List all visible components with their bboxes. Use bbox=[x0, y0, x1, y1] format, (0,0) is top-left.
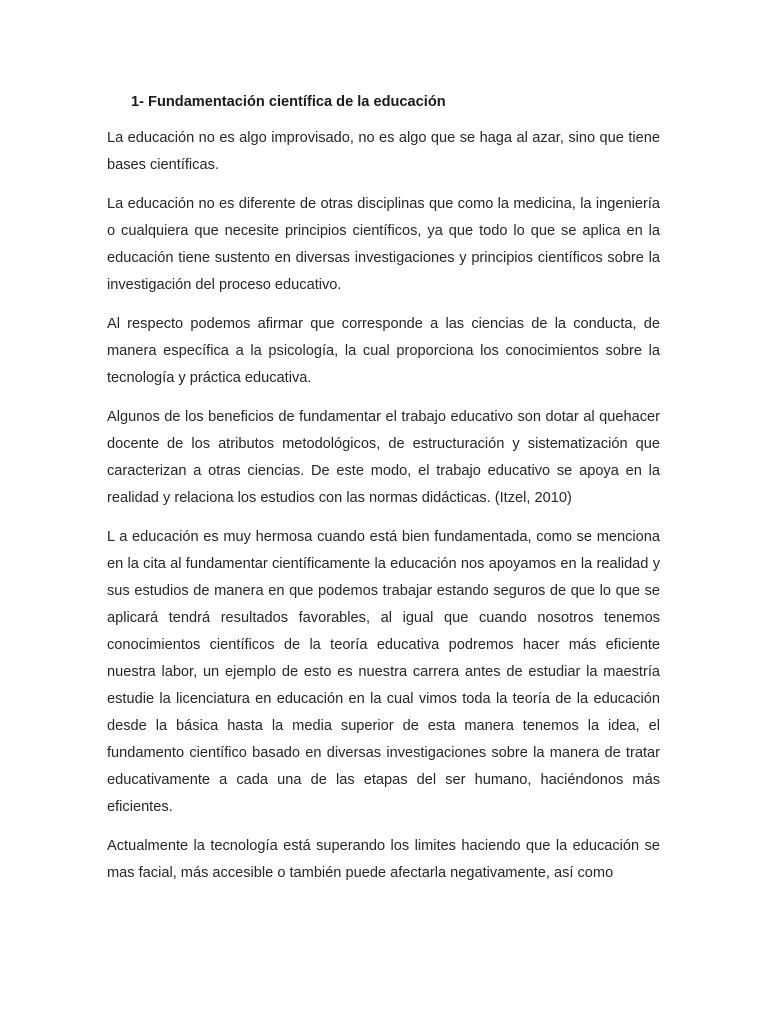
paragraph: Actualmente la tecnología está superando los limites haciendo que la educación se mas facial, más accesible o también puede afectarla negativamente, así como bbox=[107, 838, 660, 881]
document-page bbox=[107, 92, 660, 899]
section-heading: 1- Fundamentación científica de la educación bbox=[131, 94, 446, 110]
paragraph: Al respecto podemos afirmar que corresponde a las ciencias de la conducta, de manera específica a la psicología, la cual proporciona los conocimientos sobre la tecnología y práctica educativa. bbox=[107, 316, 660, 386]
paragraph: La educación no es diferente de otras disciplinas que como la medicina, la ingeniería o cualquiera que necesite principios científicos, ya que todo lo que se aplica en la educación tiene sustento en diversas investigaciones y principios científicos sobre la investigación del proceso educativo. bbox=[107, 196, 660, 293]
paragraph: Algunos de los beneficios de fundamentar el trabajo educativo son dotar al quehacer docente de los atributos metodológicos, de estructuración y sistematización que caracterizan a otras ciencias. De este modo, el trabajo educativo se apoya en la realidad y relaciona los estudios con las normas didácticas. (Itzel, 2010) bbox=[107, 409, 660, 506]
paragraph: L a educación es muy hermosa cuando está bien fundamentada, como se menciona en la cita al fundamentar científicamente la educación nos apoyamos en la realidad y sus estudios de manera en que podemos trabajar estando seguros de que lo que se aplicará tendrá resultados favorables, al igual que cuando nosotros tenemos conocimientos científicos de la teoría educativa podremos hacer más eficiente nuestra labor, un ejemplo de esto es nuestra carrera antes de estudiar la maestría estudie la licenciatura en educación en la cual vimos toda la teoría de la educación desde la básica hasta la media superior de esta manera tenemos la idea, el fundamento científico basado en diversas investigaciones sobre la manera de tratar educativamente a cada una de las etapas del ser humano, haciéndonos más eficientes. bbox=[107, 529, 660, 815]
paragraph: La educación no es algo improvisado, no es algo que se haga al azar, sino que tiene bases científicas. bbox=[107, 130, 660, 173]
